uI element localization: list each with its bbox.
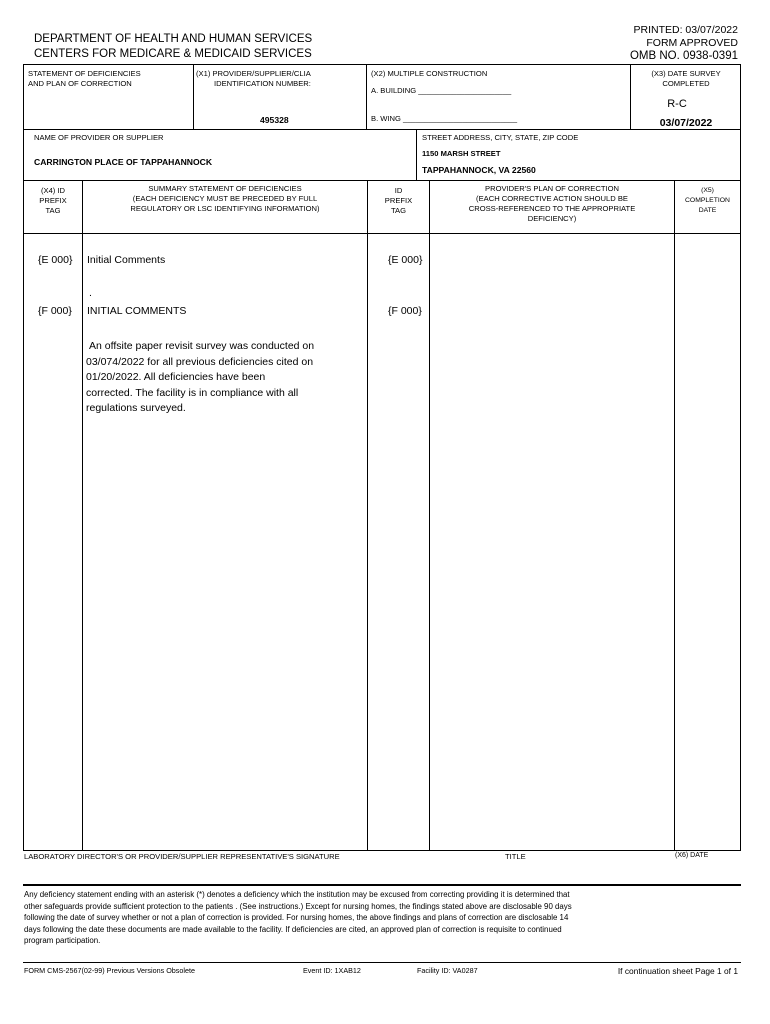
statement-label-line: AND PLAN OF CORRECTION (28, 79, 132, 88)
survey-code: R-C (667, 98, 687, 110)
summary-header (83, 184, 367, 214)
e-tag-left: {E 000} (38, 254, 73, 266)
x4-header-line: PREFIX (39, 196, 67, 205)
x3-label-line: (X3) DATE SURVEY (651, 69, 721, 78)
summary-header-line: SUMMARY STATEMENT OF DEFICIENCIES (148, 184, 302, 193)
comment-line: 01/20/2022. All deficiencies have been (86, 371, 266, 383)
signature-label: LABORATORY DIRECTOR'S OR PROVIDER/SUPPLIER REPRESENTATIVE'S SIGNATURE (24, 852, 340, 861)
disclaimer-line: program participation. (24, 936, 101, 945)
comment-line: corrected. The facility is in compliance with all (86, 386, 299, 399)
x5-header-line: (X5) (701, 187, 714, 194)
f-tag-right: {F 000} (388, 305, 422, 317)
divider (630, 64, 631, 129)
plan-header-line: (EACH CORRECTIVE ACTION SHOULD BE (476, 194, 628, 203)
column-divider (674, 180, 675, 850)
facility-id: Facility ID: VA0287 (417, 966, 478, 975)
e-tag-right: {E 000} (388, 254, 423, 266)
column-divider (367, 180, 368, 850)
title-label: TITLE (505, 852, 526, 861)
disclaimer-line: days following the date these documents are made available to the facility. If deficiencies are cited, an approved plan of correction is requisite to continued (24, 924, 562, 934)
summary-header-line: (EACH DEFICIENCY MUST BE PRECEDED BY FULL (132, 194, 318, 203)
printed-date: PRINTED: 03/07/2022 (633, 24, 738, 36)
statement-label (28, 69, 141, 89)
x4-header-line: TAG (45, 206, 61, 215)
divider (23, 962, 741, 963)
form-number: FORM CMS-2567(02-99) Previous Versions Obsolete (24, 966, 195, 975)
plan-header-line: PROVIDER'S PLAN OF CORRECTION (485, 184, 619, 193)
f-tag-left: {F 000} (38, 305, 72, 317)
provider-name: CARRINGTON PLACE OF TAPPAHANNOCK (34, 157, 213, 167)
address-city: TAPPAHANNOCK, VA 22560 (422, 165, 536, 175)
x5-header (675, 186, 740, 216)
column-divider (429, 180, 430, 850)
divider (23, 850, 741, 851)
id-header-line: PREFIX (384, 196, 413, 205)
x3-label (632, 69, 740, 89)
disclaimer-line: Any deficiency statement ending with an asterisk (*) denotes a deficiency which the institution may be excused from correcting providing it is determined that (24, 890, 570, 899)
e-entry-text: Initial Comments (87, 254, 166, 266)
x2-label: (X2) MULTIPLE CONSTRUCTION (371, 69, 488, 78)
x1-label-line: IDENTIFICATION NUMBER: (214, 79, 311, 88)
x6-date-label: (X6) DATE (675, 852, 709, 859)
statement-label-line: STATEMENT OF DEFICIENCIES (28, 69, 141, 78)
plan-header (430, 184, 674, 224)
f-entry-text: INITIAL COMMENTS (87, 305, 187, 317)
comment-line: An offsite paper revisit survey was conducted on (89, 340, 315, 352)
x2-building: A. BUILDING ______________________ (371, 86, 512, 95)
divider (23, 233, 741, 234)
divider (23, 180, 741, 181)
x1-label-line: (X1) PROVIDER/SUPPLIER/CLIA (196, 69, 311, 78)
x4-header (24, 186, 82, 216)
page-indicator: If continuation sheet Page 1 of 1 (617, 966, 738, 976)
provider-id-number: 495328 (260, 115, 289, 125)
divider (366, 64, 367, 129)
omb-number: OMB NO. 0938-0391 (629, 50, 738, 62)
x4-header-line: (X4) ID (40, 186, 66, 195)
initial-comments-body (86, 339, 362, 417)
id-header (368, 186, 429, 216)
divider (416, 129, 417, 180)
id-header-line: ID (394, 186, 403, 195)
divider (23, 129, 741, 130)
comment-line: regulations surveyed. (86, 402, 186, 414)
x2-wing: B. WING ___________________________ (371, 114, 518, 123)
divider (193, 64, 194, 129)
form-approved: FORM APPROVED (646, 37, 738, 49)
address-label: STREET ADDRESS, CITY, STATE, ZIP CODE (422, 133, 579, 142)
plan-header-line: CROSS-REFERENCED TO THE APPROPRIATE (468, 204, 636, 213)
x5-header-line: DATE (698, 207, 717, 214)
summary-header-line: REGULATORY OR LSC IDENTIFYING INFORMATION) (130, 204, 320, 213)
department-name: DEPARTMENT OF HEALTH AND HUMAN SERVICES (34, 33, 313, 45)
department-heading (34, 32, 312, 62)
address-street: 1150 MARSH STREET (422, 149, 501, 158)
x1-label (196, 69, 311, 89)
frame-left-line (23, 64, 24, 850)
comment-line: 03/074/2022 for all previous deficiencies cited on (86, 355, 314, 368)
disclaimer-text (24, 889, 740, 947)
divider (23, 884, 741, 886)
event-id: Event ID: 1XAB12 (303, 966, 361, 975)
agency-name: CENTERS FOR MEDICARE & MEDICAID SERVICES (34, 48, 312, 60)
plan-header-line: DEFICIENCY) (527, 214, 577, 223)
disclaimer-line: following the date of survey whether or not a plan of correction is provided. For nursing homes, the above findings and plans of correction are disclosable 14 (24, 913, 569, 922)
survey-date: 03/07/2022 (659, 117, 713, 129)
dot-mark: . (89, 287, 92, 299)
disclaimer-line: other safeguards provide sufficient protection to the patients . (See instructions.) Except for nursing homes, the findings stated above are disclosable 90 days (24, 901, 572, 911)
column-divider (82, 180, 83, 850)
form-info (630, 24, 738, 63)
provider-name-label: NAME OF PROVIDER OR SUPPLIER (34, 133, 164, 142)
x3-label-line: COMPLETED (662, 79, 710, 88)
frame-top-line (23, 64, 741, 65)
x5-header-line: COMPLETION (685, 197, 730, 204)
id-header-line: TAG (390, 206, 407, 215)
frame-right-line (740, 64, 741, 850)
